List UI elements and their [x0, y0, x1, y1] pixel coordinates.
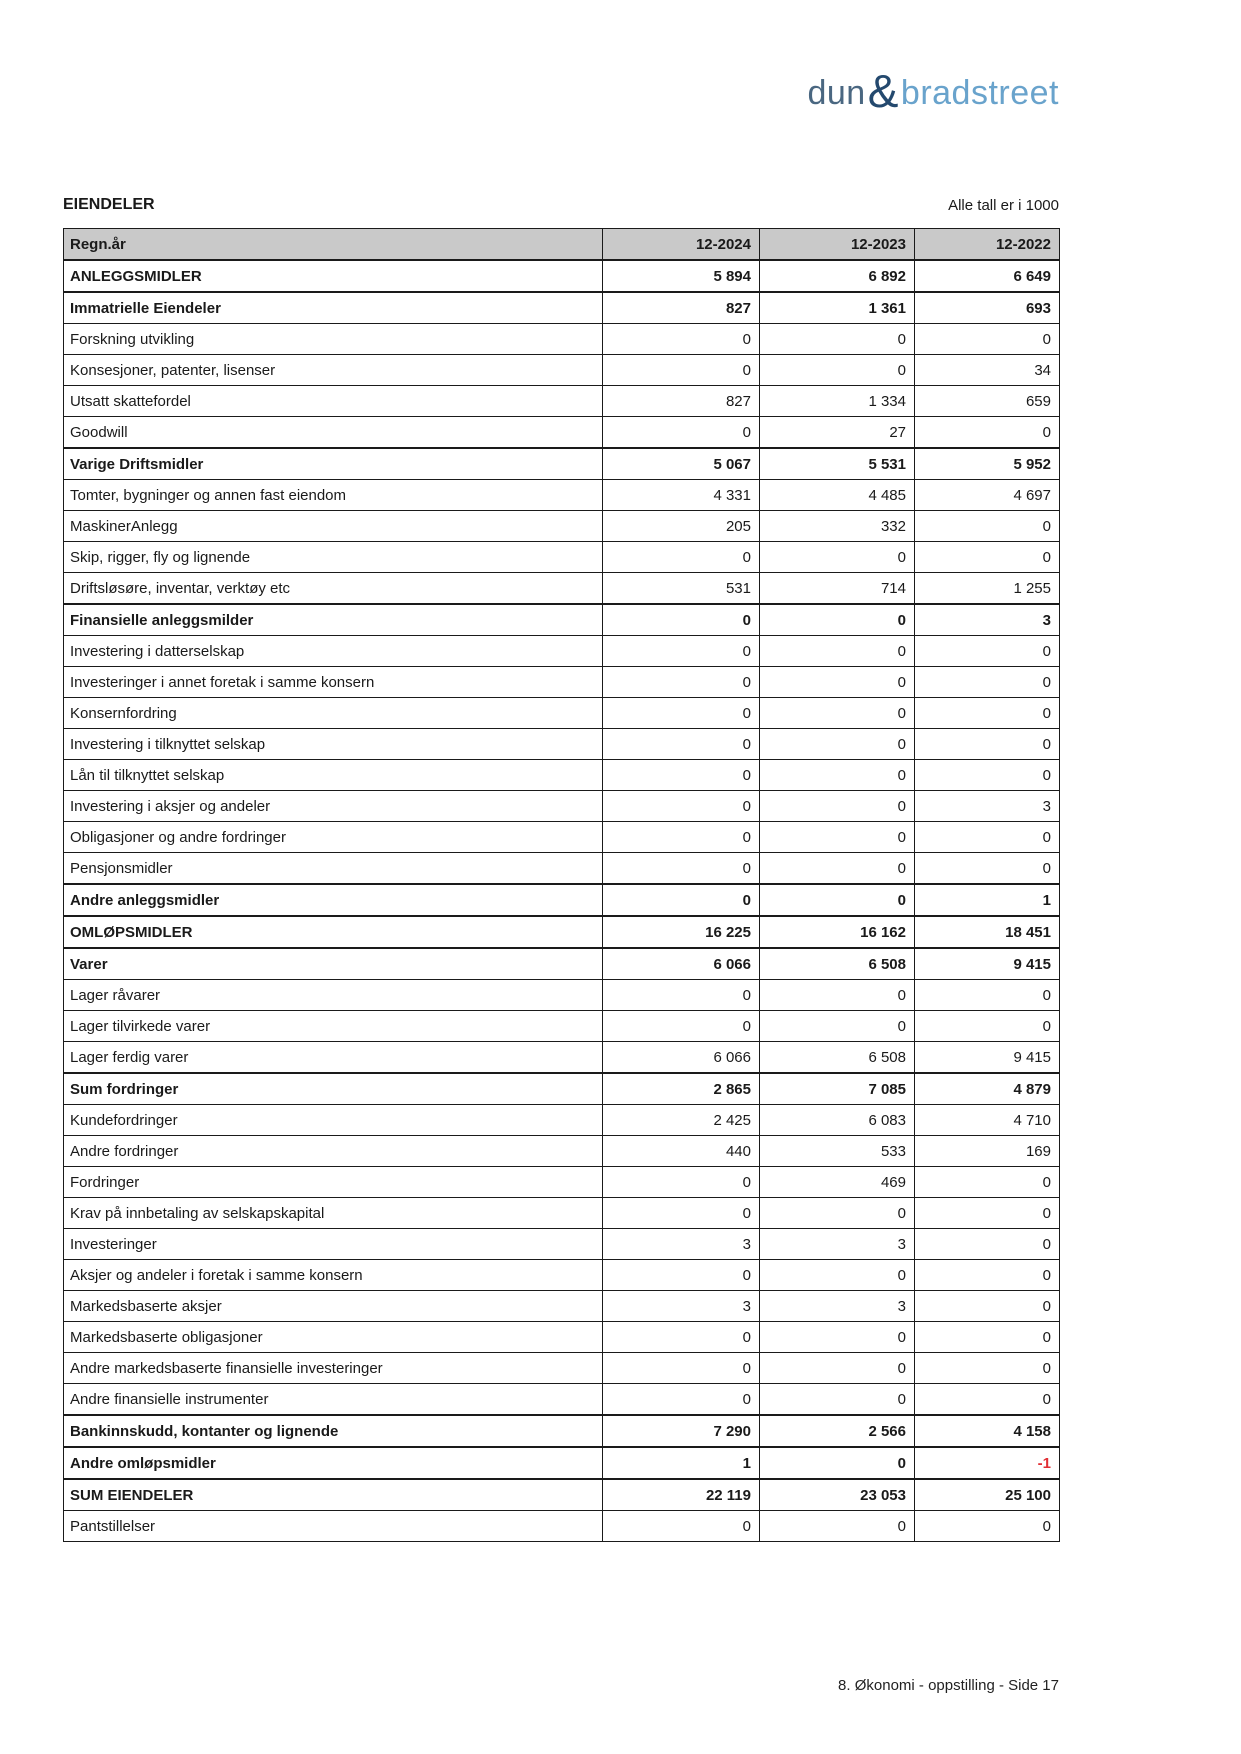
table-row [64, 604, 1060, 636]
row-label: Investering i aksjer og andeler [64, 791, 603, 822]
row-label: Utsatt skattefordel [64, 386, 603, 417]
value-cell: 2 425 [603, 1105, 760, 1136]
value-cell: 27 [760, 417, 915, 449]
table-row [64, 1011, 1060, 1042]
value-cell: 0 [603, 698, 760, 729]
row-label: Varer [64, 948, 603, 980]
table-row [64, 417, 1060, 449]
value-cell: 6 508 [760, 948, 915, 980]
table-row [64, 822, 1060, 853]
value-cell: 0 [760, 355, 915, 386]
row-label: Andre markedsbaserte finansielle investeringer [64, 1353, 603, 1384]
value-cell: 3 [760, 1229, 915, 1260]
column-header-year: 12-2022 [915, 229, 1060, 261]
value-cell: 4 158 [915, 1415, 1060, 1447]
table-row [64, 1447, 1060, 1479]
value-cell: 9 415 [915, 948, 1060, 980]
row-label: Investering i tilknyttet selskap [64, 729, 603, 760]
table-row [64, 1198, 1060, 1229]
value-cell: 0 [603, 791, 760, 822]
row-label: Pantstillelser [64, 1511, 603, 1542]
table-row [64, 667, 1060, 698]
value-cell: 2 865 [603, 1073, 760, 1105]
value-cell: 9 415 [915, 1042, 1060, 1074]
value-cell: 6 892 [760, 260, 915, 292]
table-row [64, 260, 1060, 292]
value-cell: 0 [603, 729, 760, 760]
value-cell: 5 531 [760, 448, 915, 480]
value-cell: 0 [603, 542, 760, 573]
value-cell: 0 [603, 667, 760, 698]
row-label: Sum fordringer [64, 1073, 603, 1105]
table-row [64, 760, 1060, 791]
value-cell: 440 [603, 1136, 760, 1167]
row-label: Investering i datterselskap [64, 636, 603, 667]
value-cell: 0 [760, 980, 915, 1011]
value-cell: 5 952 [915, 448, 1060, 480]
value-cell: 0 [760, 1384, 915, 1416]
value-cell: 3 [915, 791, 1060, 822]
table-row [64, 1229, 1060, 1260]
table-row [64, 948, 1060, 980]
value-cell: 205 [603, 511, 760, 542]
row-label: Konsernfordring [64, 698, 603, 729]
value-cell: 332 [760, 511, 915, 542]
value-cell: 827 [603, 292, 760, 324]
value-cell: 0 [603, 760, 760, 791]
value-cell: 3 [760, 1291, 915, 1322]
value-cell: 0 [915, 1198, 1060, 1229]
value-cell: 0 [915, 822, 1060, 853]
table-row [64, 292, 1060, 324]
row-label: Markedsbaserte obligasjoner [64, 1322, 603, 1353]
ampersand-icon: & [867, 65, 899, 117]
value-cell: 0 [915, 324, 1060, 355]
table-row [64, 1105, 1060, 1136]
row-label: Goodwill [64, 417, 603, 449]
table-row [64, 853, 1060, 885]
value-cell: 0 [603, 1322, 760, 1353]
value-cell: 0 [603, 1353, 760, 1384]
row-label: Obligasjoner og andre fordringer [64, 822, 603, 853]
value-cell: 0 [915, 729, 1060, 760]
value-cell: 0 [915, 853, 1060, 885]
table-row [64, 573, 1060, 605]
balance-sheet-table [63, 228, 1060, 1542]
value-cell: 4 331 [603, 480, 760, 511]
row-label: OMLØPSMIDLER [64, 916, 603, 948]
value-cell: 3 [915, 604, 1060, 636]
value-cell: 693 [915, 292, 1060, 324]
value-cell: 4 485 [760, 480, 915, 511]
value-cell: 3 [603, 1229, 760, 1260]
row-label: Finansielle anleggsmilder [64, 604, 603, 636]
table-row [64, 542, 1060, 573]
value-cell: 6 508 [760, 1042, 915, 1074]
value-cell: 0 [915, 636, 1060, 667]
table-row [64, 1415, 1060, 1447]
value-cell: 34 [915, 355, 1060, 386]
value-cell: 0 [603, 853, 760, 885]
value-cell: 22 119 [603, 1479, 760, 1511]
table-row [64, 511, 1060, 542]
table-row [64, 636, 1060, 667]
value-cell: 169 [915, 1136, 1060, 1167]
row-label: MaskinerAnlegg [64, 511, 603, 542]
value-cell: 0 [760, 604, 915, 636]
value-cell: 0 [603, 1260, 760, 1291]
value-cell: 0 [760, 1511, 915, 1542]
value-cell: 1 [915, 884, 1060, 916]
value-cell: 0 [760, 1353, 915, 1384]
value-cell: 0 [915, 1229, 1060, 1260]
row-label: Andre finansielle instrumenter [64, 1384, 603, 1416]
value-cell: 0 [760, 1198, 915, 1229]
table-row [64, 1260, 1060, 1291]
value-cell: 0 [603, 355, 760, 386]
row-label: Driftsløsøre, inventar, verktøy etc [64, 573, 603, 605]
balance-sheet-table-wrap [63, 228, 1059, 1542]
row-label: Andre fordringer [64, 1136, 603, 1167]
row-label: Lager råvarer [64, 980, 603, 1011]
value-cell: 0 [915, 542, 1060, 573]
value-cell: 0 [915, 1167, 1060, 1198]
row-label: Investeringer [64, 1229, 603, 1260]
value-cell: 7 290 [603, 1415, 760, 1447]
section-header-line [63, 196, 1059, 214]
value-cell: 0 [760, 853, 915, 885]
table-row [64, 916, 1060, 948]
row-label: Varige Driftsmidler [64, 448, 603, 480]
value-cell: 0 [603, 1011, 760, 1042]
table-row [64, 1384, 1060, 1416]
value-cell: 0 [760, 542, 915, 573]
column-header-year: 12-2023 [760, 229, 915, 261]
value-cell: 1 [603, 1447, 760, 1479]
row-label: Kundefordringer [64, 1105, 603, 1136]
value-cell: 0 [915, 511, 1060, 542]
value-cell: 2 566 [760, 1415, 915, 1447]
table-row [64, 980, 1060, 1011]
row-label: Andre omløpsmidler [64, 1447, 603, 1479]
value-cell: 659 [915, 386, 1060, 417]
value-cell: 0 [760, 1447, 915, 1479]
table-row [64, 324, 1060, 355]
value-cell: 533 [760, 1136, 915, 1167]
value-cell: 16 162 [760, 916, 915, 948]
table-header [64, 229, 1060, 261]
value-cell: 0 [760, 636, 915, 667]
value-cell: 16 225 [603, 916, 760, 948]
value-cell: 531 [603, 573, 760, 605]
row-label: Skip, rigger, fly og lignende [64, 542, 603, 573]
value-cell: 5 894 [603, 260, 760, 292]
value-cell: 6 066 [603, 948, 760, 980]
value-cell: 0 [760, 1260, 915, 1291]
row-label: Investeringer i annet foretak i samme konsern [64, 667, 603, 698]
value-cell: 0 [915, 1384, 1060, 1416]
value-cell: 4 710 [915, 1105, 1060, 1136]
value-cell: 4 879 [915, 1073, 1060, 1105]
table-row [64, 448, 1060, 480]
column-header-label: Regn.år [64, 229, 603, 261]
table-body [64, 260, 1060, 1542]
row-label: Pensjonsmidler [64, 853, 603, 885]
table-row [64, 884, 1060, 916]
value-cell: 0 [603, 1511, 760, 1542]
value-cell: 0 [915, 1011, 1060, 1042]
value-cell: 0 [915, 980, 1060, 1011]
value-cell: 23 053 [760, 1479, 915, 1511]
value-cell: 0 [760, 1011, 915, 1042]
value-cell: 0 [915, 1511, 1060, 1542]
value-cell: 6 649 [915, 260, 1060, 292]
value-cell: 0 [760, 822, 915, 853]
value-cell: 0 [603, 324, 760, 355]
table-row [64, 1291, 1060, 1322]
value-cell: 469 [760, 1167, 915, 1198]
table-row [64, 1042, 1060, 1074]
value-cell: 0 [603, 980, 760, 1011]
value-cell: 3 [603, 1291, 760, 1322]
table-header-row [64, 229, 1060, 261]
value-cell: 0 [915, 1322, 1060, 1353]
value-cell: 4 697 [915, 480, 1060, 511]
value-cell: 1 361 [760, 292, 915, 324]
value-cell: 0 [603, 884, 760, 916]
value-cell: 0 [603, 417, 760, 449]
value-cell: 25 100 [915, 1479, 1060, 1511]
table-row [64, 1353, 1060, 1384]
value-cell: 1 255 [915, 573, 1060, 605]
row-label: Bankinnskudd, kontanter og lignende [64, 1415, 603, 1447]
value-cell: 0 [760, 324, 915, 355]
row-label: Andre anleggsmidler [64, 884, 603, 916]
table-row [64, 480, 1060, 511]
row-label: Lager tilvirkede varer [64, 1011, 603, 1042]
value-cell: 0 [603, 1198, 760, 1229]
table-row [64, 355, 1060, 386]
value-cell: 0 [915, 1353, 1060, 1384]
value-cell: 0 [915, 698, 1060, 729]
value-cell: 0 [760, 791, 915, 822]
logo-text-dun: dun [807, 73, 866, 112]
table-row [64, 729, 1060, 760]
row-label: Lån til tilknyttet selskap [64, 760, 603, 791]
table-row [64, 698, 1060, 729]
row-label: Lager ferdig varer [64, 1042, 603, 1074]
table-row [64, 1322, 1060, 1353]
value-cell: -1 [915, 1447, 1060, 1479]
row-label: Forskning utvikling [64, 324, 603, 355]
value-cell: 0 [603, 636, 760, 667]
value-cell: 0 [915, 667, 1060, 698]
value-cell: 0 [760, 698, 915, 729]
value-cell: 0 [603, 822, 760, 853]
value-cell: 0 [603, 1384, 760, 1416]
table-row [64, 791, 1060, 822]
logo-text-bradstreet: bradstreet [900, 73, 1059, 112]
value-cell: 0 [603, 604, 760, 636]
table-row [64, 1167, 1060, 1198]
value-cell: 5 067 [603, 448, 760, 480]
value-cell: 0 [915, 1291, 1060, 1322]
row-label: Markedsbaserte aksjer [64, 1291, 603, 1322]
value-cell: 0 [915, 417, 1060, 449]
value-cell: 0 [603, 1167, 760, 1198]
value-cell: 0 [760, 884, 915, 916]
dun-bradstreet-logo [807, 65, 1059, 118]
row-label: Fordringer [64, 1167, 603, 1198]
value-cell: 6 083 [760, 1105, 915, 1136]
row-label: Konsesjoner, patenter, lisenser [64, 355, 603, 386]
value-cell: 7 085 [760, 1073, 915, 1105]
value-cell: 18 451 [915, 916, 1060, 948]
page-title: EIENDELER [63, 196, 155, 213]
row-label: SUM EIENDELER [64, 1479, 603, 1511]
table-row [64, 1511, 1060, 1542]
row-label: Tomter, bygninger og annen fast eiendom [64, 480, 603, 511]
row-label: Aksjer og andeler i foretak i samme konsern [64, 1260, 603, 1291]
table-row [64, 386, 1060, 417]
row-label: Immatrielle Eiendeler [64, 292, 603, 324]
page-footer: 8. Økonomi - oppstilling - Side 17 [838, 1677, 1059, 1694]
value-cell: 0 [760, 1322, 915, 1353]
table-row [64, 1073, 1060, 1105]
units-note: Alle tall er i 1000 [948, 197, 1059, 214]
row-label: ANLEGGSMIDLER [64, 260, 603, 292]
column-header-year: 12-2024 [603, 229, 760, 261]
value-cell: 714 [760, 573, 915, 605]
value-cell: 827 [603, 386, 760, 417]
value-cell: 0 [760, 667, 915, 698]
value-cell: 0 [915, 760, 1060, 791]
value-cell: 0 [760, 729, 915, 760]
table-row [64, 1136, 1060, 1167]
row-label: Krav på innbetaling av selskapskapital [64, 1198, 603, 1229]
table-row [64, 1479, 1060, 1511]
value-cell: 0 [760, 760, 915, 791]
value-cell: 6 066 [603, 1042, 760, 1074]
value-cell: 1 334 [760, 386, 915, 417]
value-cell: 0 [915, 1260, 1060, 1291]
